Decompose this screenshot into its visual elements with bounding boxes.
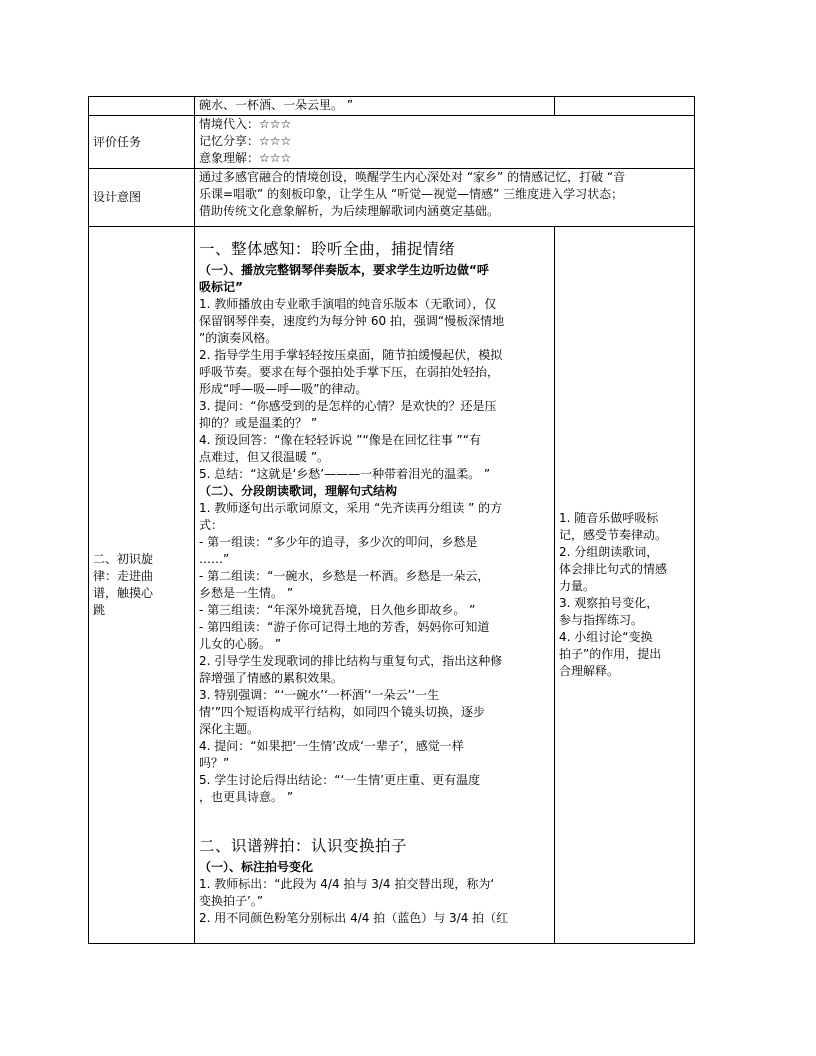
evaluation-item bbox=[199, 116, 690, 133]
text-line: 点难过，但又很温暖 ”。 bbox=[199, 450, 330, 464]
text-line: 合理解释。 bbox=[559, 664, 620, 678]
continuation-right-cell bbox=[555, 97, 695, 116]
section-two-row bbox=[89, 227, 695, 944]
text-line: （一）、播放完整钢琴伴奏版本，要求学生边听边做“呼 bbox=[199, 263, 489, 277]
text-line: 式： bbox=[199, 518, 224, 532]
text-line: 拍子”的作用，提出 bbox=[559, 647, 662, 661]
text-line: 儿女的心肠。 ” bbox=[199, 637, 282, 651]
text-line: 4. 预设回答：“像在轻轻诉说 ”“像是在回忆往事 ”“有 bbox=[199, 433, 481, 447]
text-line: 5. 总结：“这就是‘乡愁’———一种带着泪光的温柔。 ” bbox=[199, 467, 491, 481]
continuation-label-cell bbox=[89, 97, 195, 116]
text-line: - 第三组读：“年深外境犹吾境，日久他乡即故乡。 ” bbox=[199, 603, 476, 617]
text-line: 通过多感官融合的情境创设，唤醒学生内心深处对 “家乡” 的情感记忆，打破 “音 bbox=[199, 170, 626, 184]
evaluation-label-cell bbox=[89, 116, 195, 169]
text-line: 乡愁是一生情。 ” bbox=[199, 586, 294, 600]
student-activity-cell bbox=[555, 227, 695, 944]
teacher-activity-cell bbox=[195, 227, 555, 944]
text-line: 保留钢琴伴奏，速度约为每分钟 60 拍，强调“慢板深情地 bbox=[199, 314, 505, 328]
text-line: - 第二组读：“一碗水，乡愁是一杯酒。乡愁是一朵云， bbox=[199, 569, 490, 583]
text-line: ，也更具诗意。 ” bbox=[199, 790, 294, 804]
text-line: 2. 分组朗读歌词， bbox=[559, 545, 659, 559]
evaluation-item bbox=[199, 150, 690, 167]
text-line: 4. 提问：“如果把‘一生情’改成‘一辈子’，感觉一样 bbox=[199, 739, 464, 753]
text-line: 2. 用不同颜色粉笔分别标出 4/4 拍（蓝色）与 3/4 拍（红 bbox=[199, 911, 509, 925]
text-line: 变换拍子’。” bbox=[199, 894, 264, 908]
text-line: 抑的？或是温柔的？ ” bbox=[199, 416, 318, 430]
text-line: 吸标记” bbox=[199, 280, 243, 294]
text-line: 1. 教师逐句出示歌词原文，采用 “先齐读再分组读 ” 的方 bbox=[199, 501, 503, 515]
continuation-text: 碗水、一杯酒、一朵云里。 ” bbox=[199, 98, 354, 112]
subheading-read-lyrics: （二）、分段朗读歌词，理解句式结构 bbox=[199, 484, 398, 498]
text-line: 乐课=唱歌” 的刻板印象，让学生从 “听觉—视觉—情感” 三维度进入学习状态； bbox=[199, 187, 624, 201]
text-line: ”的演奏风格。 bbox=[199, 331, 278, 345]
continuation-text-cell bbox=[195, 97, 555, 116]
text-line: 体会排比句式的情感 bbox=[559, 562, 668, 576]
evaluation-label: 评价任务 bbox=[93, 134, 142, 149]
star-rating: ☆☆☆ bbox=[259, 117, 292, 131]
text-line: 3. 特别强调：“‘一碗水’‘一杯酒’‘一朵云’‘一生 bbox=[199, 688, 440, 702]
lesson-plan-table bbox=[88, 96, 695, 944]
evaluation-item bbox=[199, 133, 690, 150]
text-line: 记，感受节奏律动。 bbox=[559, 528, 668, 542]
star-rating: ☆☆☆ bbox=[259, 134, 292, 148]
text-line: 4. 小组讨论“变换 bbox=[559, 630, 653, 644]
design-intent-label: 设计意图 bbox=[93, 190, 142, 204]
text-line: ……” bbox=[199, 552, 230, 566]
continuation-row bbox=[89, 97, 695, 116]
section-label-line: 跳 bbox=[93, 603, 106, 617]
text-line: 2. 指导学生用手掌轻轻按压桌面，随节拍缓慢起伏，模拟 bbox=[199, 348, 503, 362]
heading-score-meter: 二、识谱辨拍：认识变换拍子 bbox=[199, 837, 408, 855]
text-line: 吗？” bbox=[199, 756, 230, 770]
design-intent-text bbox=[199, 169, 690, 220]
text-line: 参与指挥练习。 bbox=[559, 613, 644, 627]
section-label-line: 谱，触摸心 bbox=[93, 586, 154, 600]
text-line: 形成“呼—吸—呼—吸”的律动。 bbox=[199, 382, 368, 396]
section-label-line: 二、初识旋 bbox=[93, 552, 154, 566]
heading-overall-perception: 一、整体感知：聆听全曲，捕捉情绪 bbox=[199, 240, 456, 258]
text-line: 5. 学生讨论后得出结论：“‘一生情’更庄重、更有温度 bbox=[199, 773, 481, 787]
evaluation-item-name: 记忆分享： bbox=[199, 134, 260, 148]
text-line: 1. 教师播放由专业歌手演唱的纯音乐版本（无歌词），仅 bbox=[199, 297, 497, 311]
subheading-play-piano bbox=[199, 262, 550, 296]
text-line: 3. 观察拍号变化， bbox=[559, 596, 659, 610]
text-line: - 第四组读：“游子你可记得土地的芳香，妈妈你可知道 bbox=[199, 620, 490, 634]
body-reading-steps bbox=[199, 500, 550, 806]
evaluation-item-name: 情境代入： bbox=[199, 117, 260, 131]
star-rating: ☆☆☆ bbox=[259, 151, 292, 165]
subheading-mark-meter: （一）、标注拍号变化 bbox=[199, 860, 314, 874]
text-line: - 第一组读：“多少年的追寻，多少次的叩问，乡愁是 bbox=[199, 535, 478, 549]
body-meter-steps bbox=[199, 876, 550, 927]
evaluation-items-cell bbox=[195, 116, 695, 169]
student-activity-text bbox=[559, 510, 690, 680]
text-line: 借助传统文化意象解析，为后续理解歌词内涵奠定基础。 bbox=[199, 204, 500, 218]
evaluation-row bbox=[89, 116, 695, 169]
text-line: 情’”四个短语构成平行结构，如同四个镜头切换，逐步 bbox=[199, 705, 486, 719]
text-line: 1. 随音乐做呼吸标 bbox=[559, 511, 659, 525]
text-line: 力量。 bbox=[559, 579, 596, 593]
body-listening-steps bbox=[199, 296, 550, 483]
text-line: 1. 教师标出：“此段为 4/4 拍与 3/4 拍交替出现，称为‘ bbox=[199, 877, 495, 891]
text-line: 3. 提问：“你感受到的是怎样的心情？是欢快的？还是压 bbox=[199, 399, 497, 413]
text-line: 深化主题。 bbox=[199, 722, 260, 736]
design-intent-row bbox=[89, 169, 695, 227]
section-label-line: 律：走进曲 bbox=[93, 569, 154, 583]
evaluation-item-name: 意象理解： bbox=[199, 151, 260, 165]
text-line: 2. 引导学生发现歌词的排比结构与重复句式，指出这种修 bbox=[199, 654, 503, 668]
text-line: 呼吸节奏。要求在每个强拍处手掌下压，在弱拍处轻抬， bbox=[199, 365, 500, 379]
design-intent-text-cell bbox=[195, 169, 695, 227]
section-two-label-cell bbox=[89, 227, 195, 944]
text-line: 辞增强了情感的累积效果。 bbox=[199, 671, 344, 685]
design-intent-label-cell bbox=[89, 169, 195, 227]
